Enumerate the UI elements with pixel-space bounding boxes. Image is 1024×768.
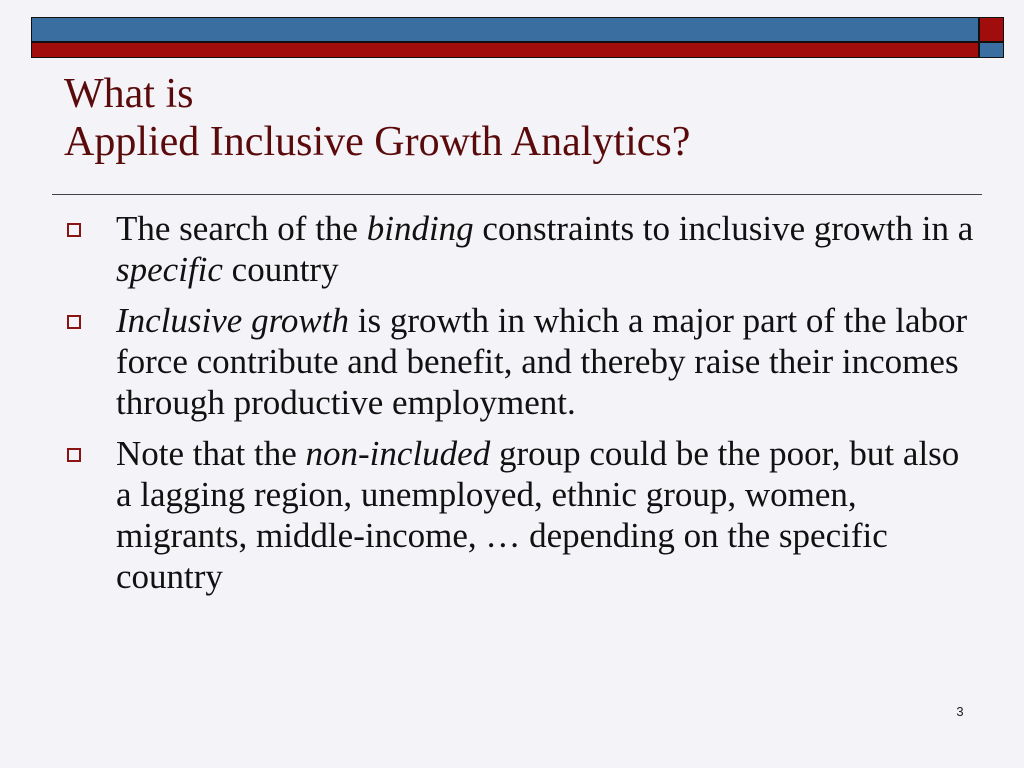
bullet-text: constraints to inclusive growth in a: [473, 209, 974, 248]
title-divider: [52, 194, 982, 195]
header-band-blue: [31, 17, 979, 42]
slide-title-line-1: What is: [64, 71, 194, 117]
corner-square-red: [979, 17, 1004, 42]
slide-title: [64, 70, 690, 166]
bullet-emphasis: binding: [366, 209, 474, 248]
bullet-text: group could be the poor, but also a lagging region, unemployed, ethnic group, women, migrants, middle-income, … depending on the specific country: [116, 434, 960, 596]
slide-title-line-2: Applied Inclusive Growth Analytics?: [64, 119, 691, 165]
page-number: 3: [956, 704, 964, 719]
bullet-emphasis: Inclusive growth: [116, 301, 349, 340]
hollow-square-bullet-icon: [67, 223, 81, 237]
hollow-square-bullet-icon: [67, 448, 81, 462]
hollow-square-bullet-icon: [67, 315, 81, 329]
bullet-emphasis: non-included: [305, 434, 491, 473]
bullet-text: country: [222, 250, 339, 289]
bullet-text: is growth in which a major part of the labor force contribute and benefit, and thereby raise their incomes through productive employment.: [116, 301, 968, 422]
bullet-list: [0, 208, 1024, 607]
corner-square-blue: [979, 42, 1004, 58]
bullet-text: Note that the: [116, 434, 306, 473]
bullet-text: The search of the: [116, 209, 367, 248]
bullet-item: [0, 208, 976, 290]
bullet-item: [0, 433, 976, 597]
header-band-red: [31, 42, 979, 58]
bullet-emphasis: specific: [116, 250, 223, 289]
bullet-item: [0, 300, 976, 423]
